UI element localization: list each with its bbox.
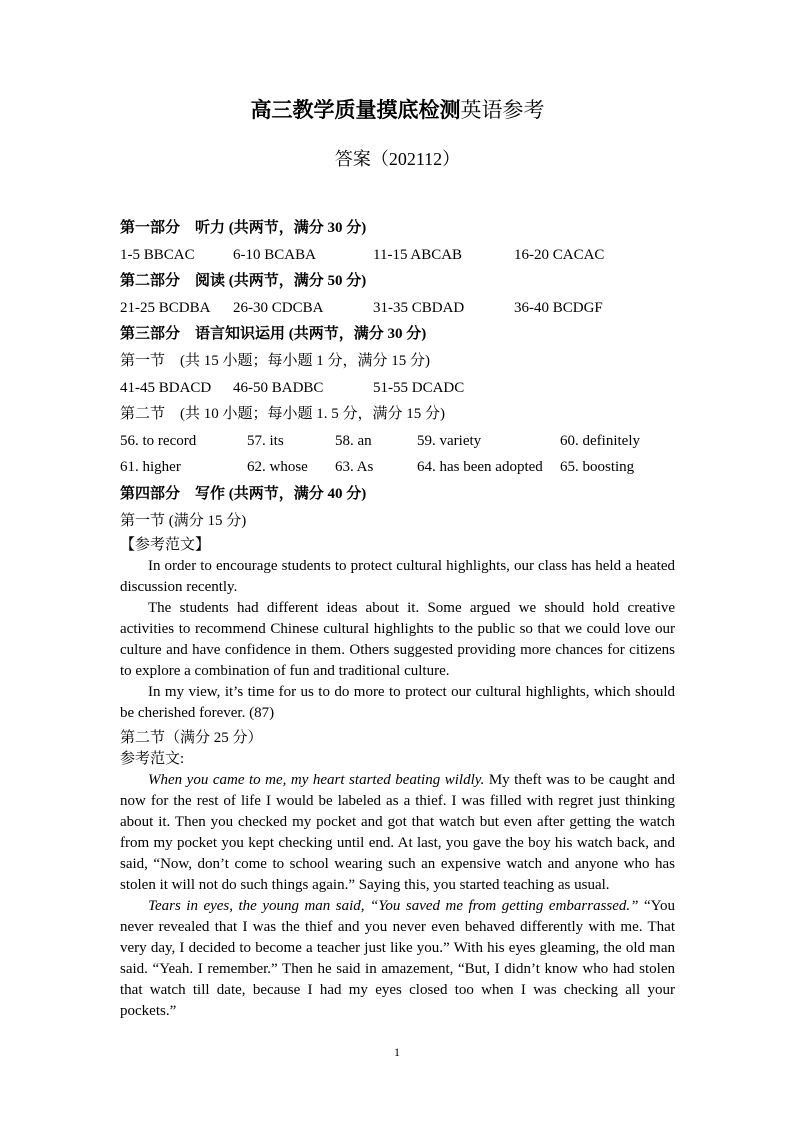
answer-58: 58. an — [335, 432, 372, 449]
answers-16-20: 16-20 CACAC — [514, 246, 605, 263]
cloze-answers-row — [120, 375, 675, 402]
part3-section1-heading: 第一节 (共 15 小题；每小题 1 分，满分 15 分) — [120, 352, 430, 369]
answers-11-15: 11-15 ABCAB — [373, 246, 463, 263]
answer-59: 59. variety — [417, 432, 482, 449]
fill-answers-row-2 — [120, 454, 675, 481]
answer-65: 65. boosting — [560, 459, 635, 476]
answers-41-45: 41-45 BDACD — [120, 379, 212, 396]
essay2-paragraph-2 — [120, 896, 675, 1022]
page-number: 1 — [394, 1045, 400, 1059]
document-title — [120, 97, 675, 123]
essay1-label: 【参考范文】 — [120, 537, 211, 554]
essay2-paragraph-2-body: “You never revealed that I was the thief and you never even behaved differently with me. That very day, I decided to become a teacher just like you.” With his eyes gleaming, the old man said. “Yeah. I remember.” Then he said in amazement, “But, I didn’t know who had stolen that watch till date, because I had my eyes closed too when I was checking all your pockets.” — [120, 898, 675, 1020]
essay1-paragraph-1: In order to encourage students to protect cultural highlights, our class has held a heated discussion recently. — [120, 558, 675, 596]
answer-64: 64. has been adopted — [417, 459, 543, 476]
answer-56: 56. to record — [120, 432, 197, 449]
answers-36-40: 36-40 BCDGF — [514, 299, 603, 316]
answer-63: 63. As — [335, 459, 374, 476]
essay2-paragraph-1 — [120, 770, 675, 896]
answers-46-50: 46-50 BADBC — [233, 379, 324, 396]
listening-answers-row — [120, 242, 675, 269]
answers-21-25: 21-25 BCDBA — [120, 299, 211, 316]
essay1-paragraph-2: The students had different ideas about it. Some argued we should hold creative activities to recommend Chinese cultural highlights to the public so that we could love our culture and have confidence in them. Others suggested providing more chances for citizens to explore a combination of fun and traditional culture. — [120, 600, 675, 680]
answer-62: 62. whose — [247, 459, 308, 476]
answer-key-section — [120, 215, 675, 534]
answer-61: 61. higher — [120, 459, 181, 476]
answer-57: 57. its — [247, 432, 284, 449]
answers-26-30: 26-30 CDCBA — [233, 299, 324, 316]
reading-answers-row — [120, 295, 675, 322]
part4-heading: 第四部分 写作 (共两节，满分 40 分) — [120, 485, 367, 502]
answer-60: 60. definitely — [560, 432, 640, 449]
essay2-paragraph-2-italic-lead: Tears in eyes, the young man said, “You saved me from getting embarrassed.” — [148, 898, 639, 915]
answers-31-35: 31-35 CBDAD — [373, 299, 465, 316]
document-subtitle: 答案（202112） — [334, 149, 461, 169]
part3-heading: 第三部分 语言知识运用 (共两节，满分 30 分) — [120, 326, 427, 343]
answers-51-55: 51-55 DCADC — [373, 379, 465, 396]
essay2-paragraph-1-italic-lead: When you came to me, my heart started beating wildly. — [148, 772, 485, 789]
part3-section2-heading: 第二节 (共 10 小题；每小题 1. 5 分，满分 15 分) — [120, 406, 445, 423]
essay2-paragraph-1-body: My theft was to be caught and now for the rest of life I would be labeled as a thief. I was filled with regret just thinking about it. Then you checked my pocket and got that watch but even after getting the watch from my pocket you kept checking until end. At last, you gave the boy his watch back, and said, “Now, don’t come to school wearing such an expensive watch and anyone who has stolen it will not do such things again.” Saying this, you started teaching as usual. — [120, 772, 675, 894]
fill-answers-row-1 — [120, 428, 675, 455]
title-exam-name: 高三教学质量摸底检测 — [250, 98, 461, 122]
part2-heading: 第二部分 阅读 (共两节，满分 50 分) — [120, 273, 367, 290]
essay1-paragraph-3: In my view, it’s time for us to do more to protect our cultural highlights, which should be cherished forever. (87) — [120, 684, 675, 722]
answers-6-10: 6-10 BCABA — [233, 246, 316, 263]
answers-1-5: 1-5 BBCAC — [120, 246, 195, 263]
part1-heading: 第一部分 听力 (共两节，满分 30 分) — [120, 220, 367, 236]
part4-section1-heading: 第一节 (满分 15 分) — [120, 512, 247, 529]
essay2-label: 参考范文: — [120, 751, 185, 768]
part4-section2-heading: 第二节（满分 25 分） — [120, 730, 263, 747]
title-subject: 英语参考 — [460, 98, 545, 122]
